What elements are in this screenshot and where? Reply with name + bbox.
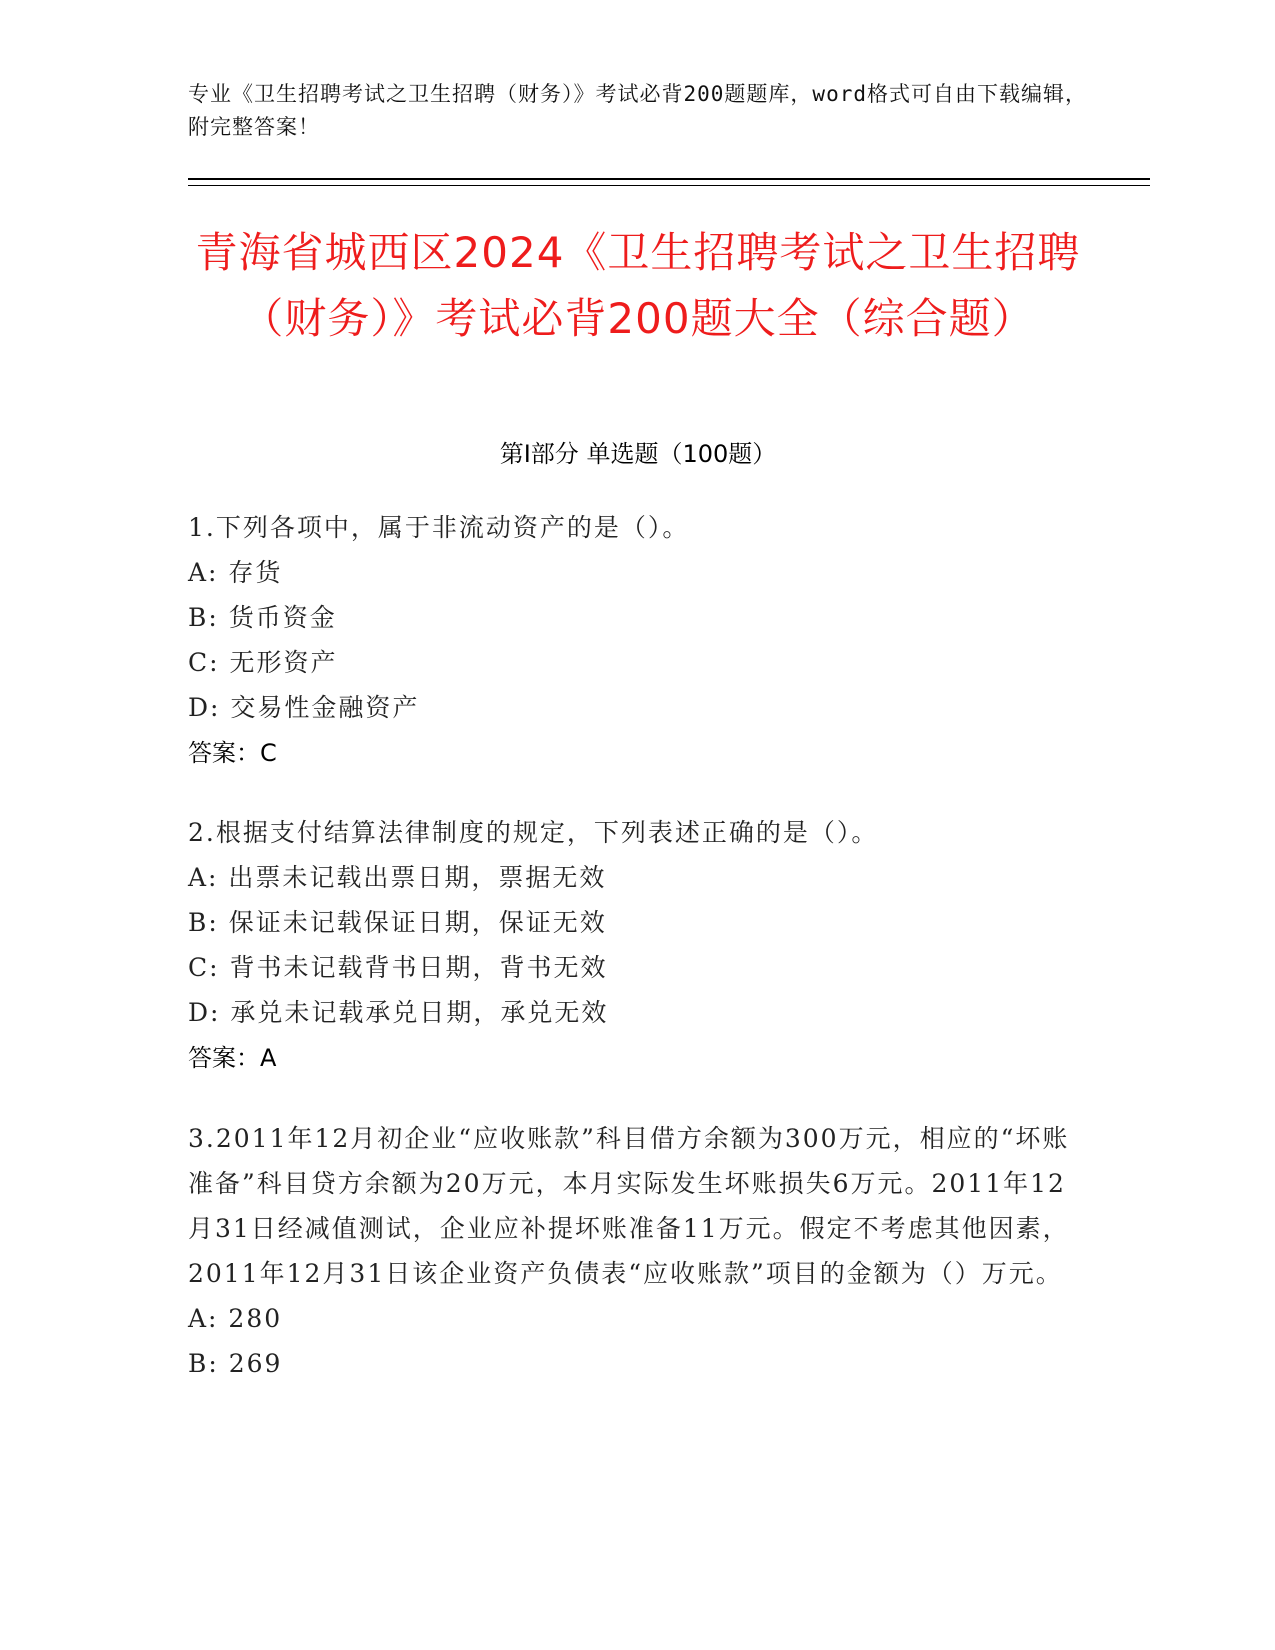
option-b: B: 保证未记载保证日期，保证无效 — [188, 908, 607, 937]
option-c: C: 背书未记载背书日期，背书无效 — [188, 953, 608, 982]
question-stem: 2.根据支付结算法律制度的规定，下列表述正确的是（）。 — [188, 818, 879, 847]
question-2 — [188, 810, 1088, 1081]
option-a: A: 280 — [188, 1304, 283, 1333]
document-title: 青海省城西区2024《卫生招聘考试之卫生招聘（财务）》考试必背200题大全（综合题） — [195, 228, 1081, 343]
option-c: C: 无形资产 — [188, 648, 338, 677]
header-rule-thick — [188, 178, 1150, 180]
answer: 答案：C — [188, 739, 277, 767]
option-d: D: 承兑未记载承兑日期，承兑无效 — [188, 998, 609, 1027]
option-b: B: 269 — [188, 1349, 283, 1378]
header-rule-thin — [188, 185, 1150, 186]
section-title: 第Ⅰ部分 单选题（100题） — [499, 440, 777, 468]
question-stem: 1.下列各项中，属于非流动资产的是（）。 — [188, 513, 690, 542]
option-d: D: 交易性金融资产 — [188, 693, 420, 722]
option-a: A: 存货 — [188, 558, 283, 587]
answer: 答案：A — [188, 1044, 277, 1072]
question-stem: 3.2011年12月初企业“应收账款”科目借方余额为300万元，相应的“坏账准备”科目贷方余额为20万元，本月实际发生坏账损失6万元。2011年12月31日经减值测试，企业应补提坏账准备11万元。假定不考虑其他因素，2011年12月31日该企业资产负债表“应收账款”项目的金额为（）万元。 — [188, 1124, 1070, 1288]
question-3 — [188, 1116, 1088, 1386]
question-1 — [188, 505, 1088, 776]
option-a: A: 出票未记载出票日期，票据无效 — [188, 863, 607, 892]
header-note: 专业《卫生招聘考试之卫生招聘（财务）》考试必背200题题库，word格式可自由下载编辑，附完整答案！ — [188, 82, 1087, 139]
option-b: B: 货币资金 — [188, 603, 337, 632]
